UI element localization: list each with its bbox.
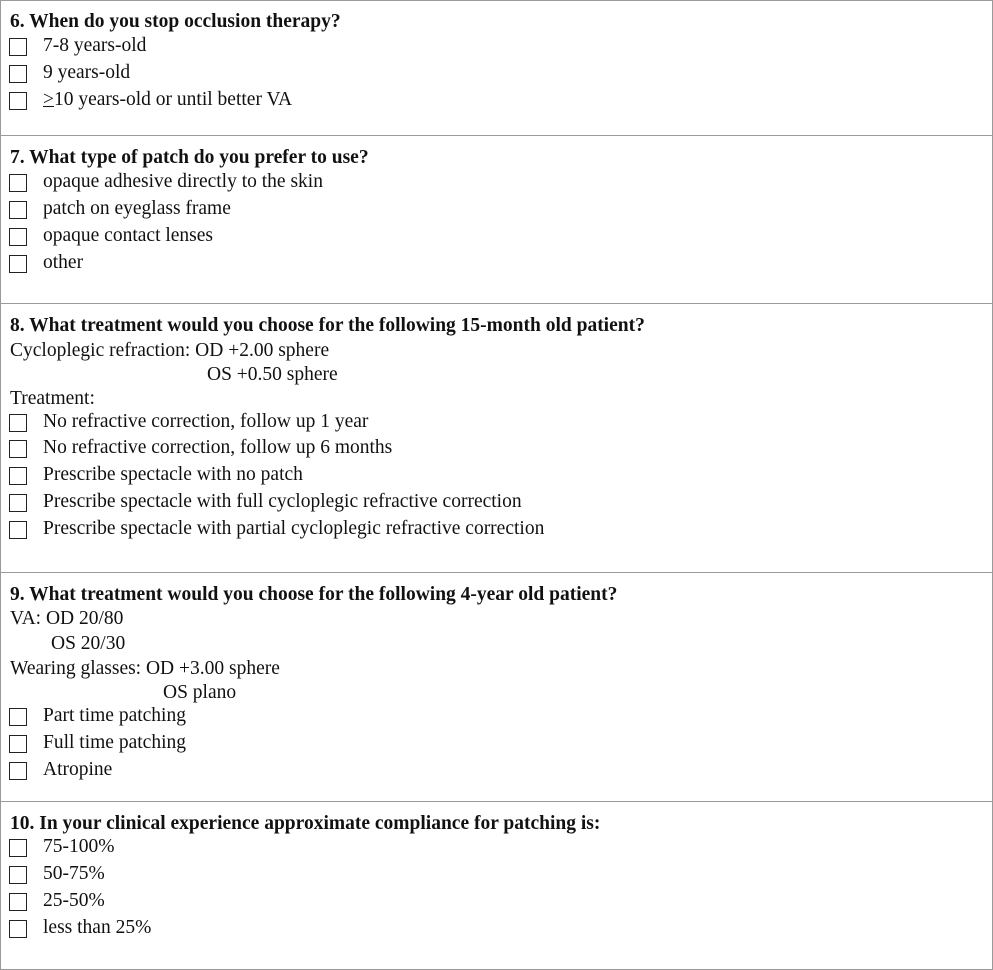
q10-option-1-label: 75-100% <box>43 836 115 857</box>
q10-option-2[interactable] <box>9 863 105 891</box>
q9-option-3-label: Atropine <box>43 759 113 780</box>
q9-option-1-label: Part time patching <box>43 705 186 726</box>
checkbox[interactable] <box>9 920 27 938</box>
q7-option-2[interactable] <box>9 198 231 226</box>
q8-option-1-label: No refractive correction, follow up 1 year <box>43 411 369 432</box>
checkbox[interactable] <box>9 92 27 110</box>
q6-option-3-label <box>43 87 292 113</box>
q8-option-2[interactable] <box>9 437 393 465</box>
q10-option-3-label: 25-50% <box>43 890 105 911</box>
checkbox[interactable] <box>9 866 27 884</box>
q6-option-2-label: 9 years-old <box>43 62 131 83</box>
checkbox[interactable] <box>9 467 27 485</box>
checkbox[interactable] <box>9 440 27 458</box>
q9-glasses-os: OS plano <box>163 682 237 703</box>
q9-option-1[interactable] <box>9 705 186 733</box>
q8-option-4[interactable] <box>9 491 522 519</box>
checkbox[interactable] <box>9 174 27 192</box>
checkbox[interactable] <box>9 521 27 539</box>
q9-option-2[interactable] <box>9 732 186 760</box>
question-8-section <box>1 304 992 573</box>
q7-option-4-label: other <box>43 252 84 273</box>
q10-option-1[interactable] <box>9 836 115 864</box>
question-7-section <box>1 136 992 304</box>
question-10-section <box>1 802 992 969</box>
q9-option-3[interactable] <box>9 759 113 787</box>
q7-option-4[interactable] <box>9 252 84 280</box>
checkbox[interactable] <box>9 839 27 857</box>
q6-option-1-label: 7-8 years-old <box>43 35 147 56</box>
q8-option-1[interactable] <box>9 411 369 439</box>
q10-option-4-label: less than 25% <box>43 917 152 938</box>
q8-option-2-label: No refractive correction, follow up 6 months <box>43 437 393 458</box>
q8-option-5[interactable] <box>9 518 545 546</box>
q9-option-2-label: Full time patching <box>43 732 186 753</box>
q8-option-5-label: Prescribe spectacle with partial cycloplegic refractive correction <box>43 518 545 539</box>
question-9-title: 9. What treatment would you choose for the following 4-year old patient? <box>10 584 618 605</box>
q8-refraction-os: OS +0.50 sphere <box>207 364 338 385</box>
greater-equal-symbol: > <box>43 89 54 110</box>
q9-glasses-od: Wearing glasses: OD +3.00 sphere <box>10 658 280 679</box>
question-9-section <box>1 573 992 802</box>
checkbox[interactable] <box>9 494 27 512</box>
checkbox[interactable] <box>9 893 27 911</box>
q6-option-1[interactable] <box>9 35 147 63</box>
q8-option-4-label: Prescribe spectacle with full cycloplegic refractive correction <box>43 491 522 512</box>
q9-va-od: VA: OD 20/80 <box>10 608 124 629</box>
checkbox[interactable] <box>9 201 27 219</box>
q9-va-os: OS 20/30 <box>51 633 126 654</box>
q7-option-1-label: opaque adhesive directly to the skin <box>43 171 323 192</box>
question-8-title: 8. What treatment would you choose for the following 15-month old patient? <box>10 315 645 336</box>
checkbox[interactable] <box>9 708 27 726</box>
q7-option-3[interactable] <box>9 225 214 253</box>
q10-option-3[interactable] <box>9 890 105 918</box>
q7-option-2-label: patch on eyeglass frame <box>43 198 231 219</box>
checkbox[interactable] <box>9 735 27 753</box>
q6-option-2[interactable] <box>9 62 131 90</box>
q10-option-2-label: 50-75% <box>43 863 105 884</box>
checkbox[interactable] <box>9 228 27 246</box>
q7-option-1[interactable] <box>9 171 323 199</box>
q6-option-3-text: 10 years-old or until better VA <box>54 89 293 110</box>
q7-option-3-label: opaque contact lenses <box>43 225 214 246</box>
checkbox[interactable] <box>9 762 27 780</box>
q8-option-3-label: Prescribe spectacle with no patch <box>43 464 303 485</box>
checkbox[interactable] <box>9 38 27 56</box>
q8-option-3[interactable] <box>9 464 303 492</box>
checkbox[interactable] <box>9 414 27 432</box>
q8-treatment-label: Treatment: <box>10 388 95 409</box>
question-10-title: 10. In your clinical experience approximate compliance for patching is: <box>10 813 601 834</box>
checkbox[interactable] <box>9 65 27 83</box>
question-6-title: 6. When do you stop occlusion therapy? <box>10 11 341 32</box>
question-7-title: 7. What type of patch do you prefer to use? <box>10 147 369 168</box>
checkbox[interactable] <box>9 255 27 273</box>
question-6-section <box>1 1 992 136</box>
q8-refraction-od: Cycloplegic refraction: OD +2.00 sphere <box>10 340 330 361</box>
q10-option-4[interactable] <box>9 917 152 945</box>
q6-option-3[interactable] <box>9 89 293 117</box>
